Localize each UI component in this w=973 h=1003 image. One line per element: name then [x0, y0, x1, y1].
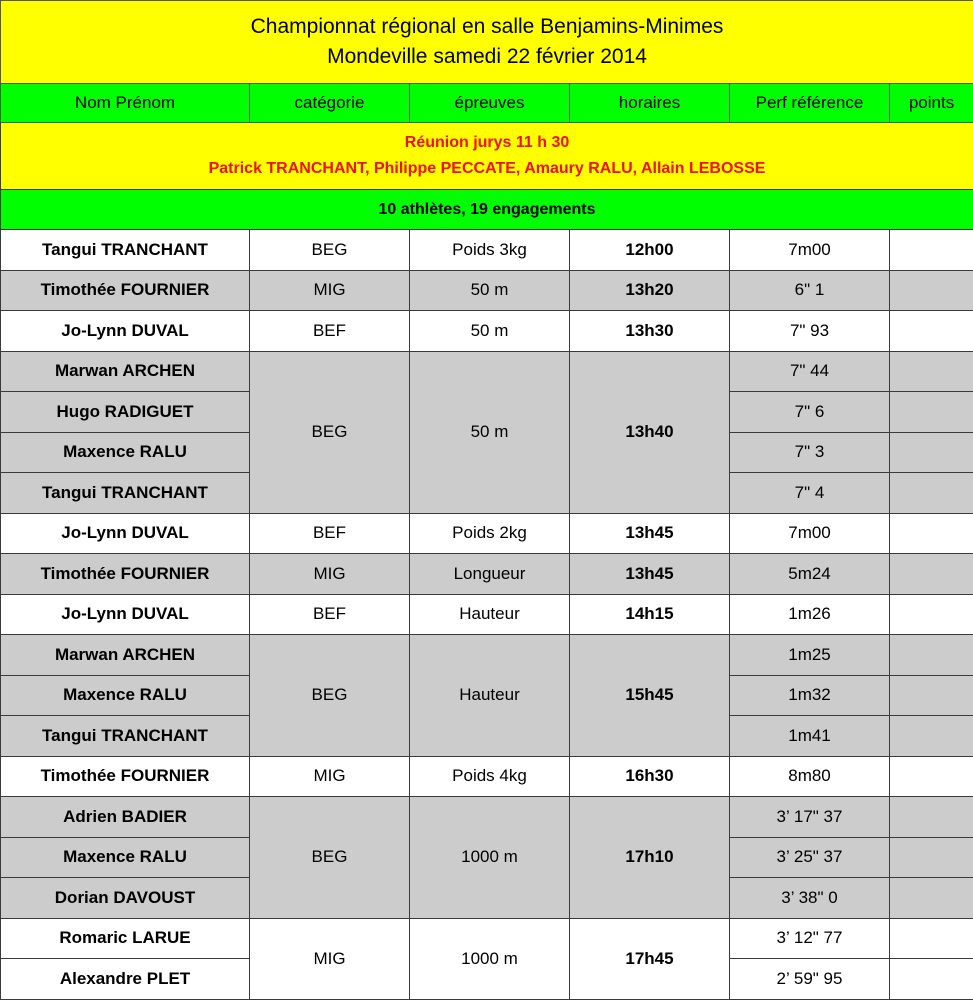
time-cell: 13h30 [570, 311, 730, 352]
points-cell [890, 959, 973, 1000]
jury-members: Patrick TRANCHANT, Philippe PECCATE, Amaury RALU, Allain LEBOSSE [208, 160, 766, 177]
event-cell: 50 m [410, 351, 570, 513]
table-row [1, 554, 973, 595]
table-row [1, 351, 973, 392]
title-cell [1, 1, 973, 84]
perf-cell: 7" 93 [730, 311, 890, 352]
event-cell: 50 m [410, 311, 570, 352]
points-cell [890, 837, 973, 878]
category-cell: BEG [250, 351, 410, 513]
time-cell: 13h45 [570, 554, 730, 595]
points-cell [890, 675, 973, 716]
event-cell: 1000 m [410, 797, 570, 919]
perf-cell: 7m00 [730, 513, 890, 554]
athlete-name: Hugo RADIGUET [1, 392, 250, 433]
perf-cell: 1m25 [730, 635, 890, 676]
time-cell: 12h00 [570, 230, 730, 271]
athlete-name: Jo-Lynn DUVAL [1, 513, 250, 554]
header-perf: Perf référence [730, 84, 890, 123]
summary-cell: 10 athlètes, 19 engagements [1, 190, 973, 230]
points-cell [890, 351, 973, 392]
perf-cell: 7" 3 [730, 432, 890, 473]
event-cell: 50 m [410, 270, 570, 311]
category-cell: MIG [250, 554, 410, 595]
event-cell: Longueur [410, 554, 570, 595]
jury-row [1, 123, 973, 190]
time-cell: 17h45 [570, 918, 730, 999]
athlete-name: Romaric LARUE [1, 918, 250, 959]
perf-cell: 3’ 38" 0 [730, 878, 890, 919]
points-cell [890, 756, 973, 797]
perf-cell: 7" 4 [730, 473, 890, 514]
points-cell [890, 513, 973, 554]
jury-meeting-time: Réunion jurys 11 h 30 [404, 134, 570, 151]
table-row [1, 513, 973, 554]
title-line-1: Championnat régional en salle Benjamins-Minimes [250, 15, 724, 38]
table-row [1, 635, 973, 676]
event-cell: Poids 3kg [410, 230, 570, 271]
perf-cell: 3’ 25" 37 [730, 837, 890, 878]
category-cell: BEF [250, 311, 410, 352]
athlete-name: Timothée FOURNIER [1, 270, 250, 311]
category-cell: MIG [250, 918, 410, 999]
points-cell [890, 554, 973, 595]
event-cell: Hauteur [410, 594, 570, 635]
perf-cell: 3’ 17" 37 [730, 797, 890, 838]
athlete-name: Tangui TRANCHANT [1, 473, 250, 514]
athlete-name: Marwan ARCHEN [1, 351, 250, 392]
points-cell [890, 716, 973, 757]
title-line-2: Mondeville samedi 22 février 2014 [327, 45, 647, 68]
points-cell [890, 270, 973, 311]
perf-cell: 7" 6 [730, 392, 890, 433]
points-cell [890, 797, 973, 838]
header-event: épreuves [410, 84, 570, 123]
athlete-name: Timothée FOURNIER [1, 756, 250, 797]
athlete-name: Maxence RALU [1, 837, 250, 878]
time-cell: 16h30 [570, 756, 730, 797]
points-cell [890, 392, 973, 433]
table-row [1, 311, 973, 352]
perf-cell: 1m41 [730, 716, 890, 757]
perf-cell: 3’ 12" 77 [730, 918, 890, 959]
athlete-name: Maxence RALU [1, 432, 250, 473]
time-cell: 13h40 [570, 351, 730, 513]
perf-cell: 5m24 [730, 554, 890, 595]
time-cell: 13h20 [570, 270, 730, 311]
athlete-name: Maxence RALU [1, 675, 250, 716]
perf-cell: 2’ 59" 95 [730, 959, 890, 1000]
athlete-name: Dorian DAVOUST [1, 878, 250, 919]
athlete-name: Adrien BADIER [1, 797, 250, 838]
category-cell: MIG [250, 756, 410, 797]
event-cell: 1000 m [410, 918, 570, 999]
event-cell: Poids 4kg [410, 756, 570, 797]
perf-cell: 7m00 [730, 230, 890, 271]
perf-cell: 7" 44 [730, 351, 890, 392]
category-cell: BEG [250, 230, 410, 271]
points-cell [890, 635, 973, 676]
header-category: catégorie [250, 84, 410, 123]
table-row [1, 797, 973, 838]
points-cell [890, 473, 973, 514]
time-cell: 15h45 [570, 635, 730, 757]
category-cell: BEG [250, 797, 410, 919]
points-cell [890, 432, 973, 473]
perf-cell: 1m26 [730, 594, 890, 635]
points-cell [890, 311, 973, 352]
header-points: points [890, 84, 973, 123]
category-cell: MIG [250, 270, 410, 311]
event-cell: Poids 2kg [410, 513, 570, 554]
table-row [1, 270, 973, 311]
header-row [1, 84, 973, 123]
summary-row [1, 190, 973, 230]
title-row [1, 1, 973, 84]
time-cell: 17h10 [570, 797, 730, 919]
category-cell: BEF [250, 513, 410, 554]
athlete-name: Alexandre PLET [1, 959, 250, 1000]
athlete-name: Marwan ARCHEN [1, 635, 250, 676]
athlete-name: Tangui TRANCHANT [1, 716, 250, 757]
points-cell [890, 594, 973, 635]
jury-cell [1, 123, 973, 190]
header-time: horaires [570, 84, 730, 123]
perf-cell: 8m80 [730, 756, 890, 797]
athlete-name: Jo-Lynn DUVAL [1, 311, 250, 352]
table-row [1, 756, 973, 797]
points-cell [890, 918, 973, 959]
category-cell: BEF [250, 594, 410, 635]
points-cell [890, 878, 973, 919]
perf-cell: 1m32 [730, 675, 890, 716]
athlete-name: Jo-Lynn DUVAL [1, 594, 250, 635]
points-cell [890, 230, 973, 271]
category-cell: BEG [250, 635, 410, 757]
time-cell: 13h45 [570, 513, 730, 554]
athlete-name: Timothée FOURNIER [1, 554, 250, 595]
event-cell: Hauteur [410, 635, 570, 757]
table-row [1, 230, 973, 271]
table-row [1, 594, 973, 635]
header-name: Nom Prénom [1, 84, 250, 123]
time-cell: 14h15 [570, 594, 730, 635]
table-row [1, 918, 973, 959]
perf-cell: 6" 1 [730, 270, 890, 311]
athlete-name: Tangui TRANCHANT [1, 230, 250, 271]
